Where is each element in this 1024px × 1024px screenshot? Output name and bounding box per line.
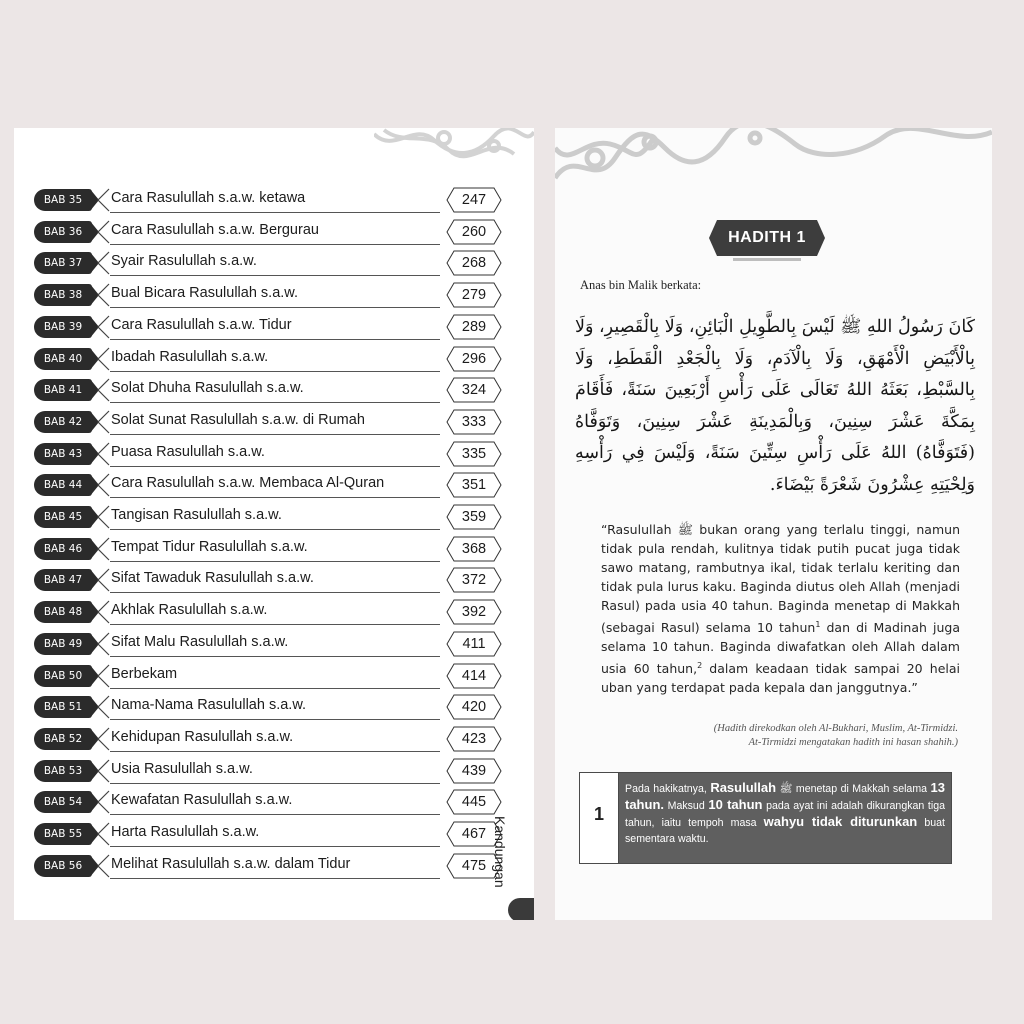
page-number-box[interactable] — [446, 409, 502, 435]
chevron-left-icon — [96, 854, 110, 878]
chapter-title[interactable]: Tempat Tidur Rasulullah s.a.w. — [111, 538, 308, 555]
chevron-left-icon — [96, 188, 110, 212]
chapter-badge: BAB 38 — [34, 284, 92, 306]
page-number: 268 — [461, 255, 487, 272]
divider — [110, 529, 440, 530]
thumb-tab — [508, 898, 534, 920]
toc-entry[interactable] — [34, 724, 514, 754]
chapter-title[interactable]: Kehidupan Rasulullah s.a.w. — [111, 728, 294, 745]
footnote-span: buat sementara waktu. — [625, 817, 946, 845]
chapter-title[interactable]: Tangisan Rasulullah s.a.w. — [111, 507, 282, 523]
chevron-left-icon — [96, 220, 110, 244]
page-number: 475 — [461, 857, 487, 874]
chevron-left-icon — [96, 727, 110, 751]
chevron-left-icon — [96, 283, 110, 307]
chapter-badge: BAB 39 — [34, 316, 92, 338]
page-number: 247 — [461, 192, 487, 208]
page-number-box[interactable] — [446, 250, 502, 276]
hadith-page — [555, 128, 992, 920]
page-number-box[interactable] — [446, 536, 502, 562]
toc-entry[interactable] — [34, 597, 514, 627]
page-number-box[interactable] — [446, 789, 502, 815]
footnote-bold: Rasulullah — [710, 780, 777, 795]
toc-entry[interactable] — [34, 248, 514, 278]
page-number: 260 — [461, 223, 487, 240]
chapter-badge: BAB 36 — [34, 221, 92, 243]
footnote-bold: 10 tahun — [708, 797, 763, 812]
page-number-box[interactable] — [446, 694, 502, 720]
chapter-title[interactable]: Puasa Rasulullah s.a.w. — [111, 443, 265, 460]
source-line: (Hadith direkodkan oleh Al-Bukhari, Muslim, At-Tirmidzi. — [713, 723, 958, 734]
translation-text: dan di Madinah juga selama 10 tahun. Baginda diwafatkan oleh Allah dalam usia 60 tahun, — [601, 620, 960, 677]
toc-entry[interactable] — [34, 470, 514, 500]
footnote-bold: 13 tahun. — [625, 780, 946, 812]
chevron-left-icon — [96, 378, 110, 402]
chapter-title[interactable]: Melihat Rasulullah s.a.w. dalam Tidur — [111, 855, 351, 872]
chapter-title[interactable]: Cara Rasulullah s.a.w. ketawa — [111, 190, 306, 206]
chapter-badge: BAB 47 — [34, 569, 92, 591]
divider — [110, 371, 440, 372]
page-number: 335 — [461, 445, 487, 462]
chevron-left-icon — [96, 537, 110, 561]
divider — [110, 751, 440, 752]
toc-entry[interactable] — [34, 787, 514, 817]
toc-entry[interactable] — [34, 819, 514, 849]
toc-entry[interactable] — [34, 375, 514, 405]
chapter-title[interactable]: Ibadah Rasulullah s.a.w. — [111, 348, 269, 365]
page-number: 411 — [462, 635, 486, 652]
source-line: At-Tirmidzi mengatakan hadith ini hasan shahih.) — [748, 737, 958, 748]
chapter-title[interactable]: Solat Sunat Rasulullah s.a.w. di Rumah — [111, 411, 365, 428]
chapter-badge: BAB 46 — [34, 538, 92, 560]
chapter-title[interactable]: Kewafatan Rasulullah s.a.w. — [111, 792, 293, 809]
chapter-badge: BAB 41 — [34, 379, 92, 401]
footnote-span: Pada hakikatnya, — [625, 783, 711, 795]
divider — [110, 561, 440, 562]
chevron-left-icon — [96, 600, 110, 624]
page-number-box[interactable] — [446, 377, 502, 403]
hadith-banner — [705, 214, 829, 262]
chevron-left-icon — [96, 759, 110, 783]
footnote-span: pada ayat ini adalah dikurangkan tiga tahun, iaitu tempoh masa — [625, 800, 945, 829]
page-number: 423 — [461, 730, 487, 747]
divider — [110, 719, 440, 720]
chapter-badge: BAB 35 — [34, 189, 92, 211]
page-number: 351 — [461, 477, 487, 494]
divider — [110, 275, 440, 276]
chapter-title[interactable]: Sifat Malu Rasulullah s.a.w. — [111, 633, 289, 650]
page-number-box[interactable] — [446, 314, 502, 340]
page-number: 372 — [461, 572, 487, 589]
toc-page — [14, 128, 534, 920]
hadith-source — [601, 722, 958, 750]
divider — [110, 814, 440, 815]
translation-text: dalam keadaan tidak sampai 20 helai uban yang terdapat pada kepala dan janggutnya.” — [601, 661, 960, 696]
page-number-box[interactable] — [446, 726, 502, 752]
chapter-badge: BAB 53 — [34, 760, 92, 782]
toc-entry[interactable] — [34, 439, 514, 469]
toc-entry[interactable] — [34, 629, 514, 659]
divider — [110, 497, 440, 498]
chapter-title[interactable]: Cara Rasulullah s.a.w. Bergurau — [111, 221, 319, 238]
chapter-badge: BAB 56 — [34, 855, 92, 877]
chapter-title[interactable]: Harta Rasulullah s.a.w. — [111, 824, 260, 840]
toc-entry[interactable] — [34, 756, 514, 786]
page-number-box[interactable] — [446, 504, 502, 530]
chapter-badge: BAB 43 — [34, 443, 92, 465]
footnote-span: Maksud — [664, 800, 709, 812]
chevron-left-icon — [96, 315, 110, 339]
chapter-badge: BAB 54 — [34, 791, 92, 813]
toc-entry[interactable] — [34, 565, 514, 595]
chapter-title[interactable]: Syair Rasulullah s.a.w. — [111, 253, 257, 270]
section-side-label: Kandungan — [492, 816, 508, 888]
toc-entry[interactable] — [34, 502, 514, 532]
chapter-badge: BAB 51 — [34, 696, 92, 718]
hadith-narrator: Anas bin Malik berkata: — [580, 278, 702, 292]
chapter-badge: BAB 40 — [34, 348, 92, 370]
page-number: 368 — [461, 540, 487, 557]
divider — [110, 592, 440, 593]
chevron-left-icon — [96, 568, 110, 592]
divider — [110, 878, 440, 879]
divider — [110, 212, 440, 213]
chevron-left-icon — [96, 410, 110, 434]
chapter-badge: BAB 49 — [34, 633, 92, 655]
toc-entry[interactable] — [34, 692, 514, 722]
divider — [110, 656, 440, 657]
chevron-left-icon — [96, 473, 110, 497]
toc-entry[interactable] — [34, 851, 514, 881]
chapter-badge: BAB 48 — [34, 601, 92, 623]
page-number: 359 — [461, 509, 487, 525]
chapter-title[interactable]: Bual Bicara Rasulullah s.a.w. — [111, 285, 298, 302]
page-number: 324 — [461, 382, 487, 399]
chevron-left-icon — [96, 442, 110, 466]
footnote-box — [579, 772, 952, 864]
toc-entry[interactable] — [34, 344, 514, 374]
chevron-left-icon — [96, 822, 110, 846]
footnote-bold: wahyu tidak diturunkan — [763, 814, 918, 829]
chapter-title[interactable]: Sifat Tawaduk Rasulullah s.a.w. — [111, 570, 314, 587]
page-number: 445 — [461, 794, 487, 811]
chapter-title[interactable]: Berbekam — [111, 665, 178, 682]
divider — [110, 402, 440, 403]
chapter-badge: BAB 44 — [34, 474, 92, 496]
toc-entry[interactable] — [34, 280, 514, 310]
page-number-box[interactable] — [446, 472, 502, 498]
hadith-title: HADITH 1 — [728, 229, 806, 246]
divider — [110, 244, 440, 245]
page-number: 279 — [461, 287, 487, 304]
page-number: 296 — [461, 350, 487, 367]
divider — [110, 307, 440, 308]
arabic-text: كَانَ رَسُولُ اللهِ ﷺ لَيْسَ بِالطَّوِيلِ الْبَائِنِ، وَلَا بِالْقَصِيرِ، وَلَا بِالْأَبْيَضِ الْأَمْهَقِ، وَلَا بِالْآدَمِ، وَلَا بِالْجَعْدِ الْقَطَطِ، وَلَا بِالسَّبْطِ، بَعَثَهُ اللهُ تَعَالَى عَلَى رَأْسِ أَرْبَعِينَ سَنَةً، فَأَقَامَ بِمَكَّةَ عَشْرَ سِنِينَ، وَبِالْمَدِينَةِ عَشْرَ سِنِينَ، وَتَوَفَّاهُ (فَتَوَفَّاهُ) اللهُ عَلَى رَأْسِ سِتِّينَ سَنَةً، وَلَيْسَ فِي رَأْسِهِ وَلِحْيَتِهِ عِشْرُونَ شَعْرَةً بَيْضَاءَ. — [575, 317, 975, 495]
chapter-title[interactable]: Usia Rasulullah s.a.w. — [111, 760, 253, 777]
divider — [110, 624, 440, 625]
toc-entry[interactable] — [34, 534, 514, 564]
page-number-box[interactable] — [446, 567, 502, 593]
page-number: 467 — [461, 826, 487, 842]
chapter-title[interactable]: Cara Rasulullah s.a.w. Tidur — [111, 316, 292, 333]
toc-entry[interactable] — [34, 312, 514, 342]
page-number-box[interactable] — [446, 187, 502, 213]
chapter-badge: BAB 42 — [34, 411, 92, 433]
toc-entry[interactable] — [34, 217, 514, 247]
footnote-ref[interactable]: 2 — [697, 661, 703, 671]
footnote-number-cell — [580, 773, 619, 863]
floral-ornament-icon — [374, 128, 534, 162]
page-number-box[interactable] — [446, 219, 502, 245]
page-number: 333 — [461, 413, 487, 430]
divider — [110, 466, 440, 467]
chapter-badge: BAB 45 — [34, 506, 92, 528]
chapter-title[interactable]: Cara Rasulullah s.a.w. Membaca Al-Quran — [111, 475, 385, 492]
chapter-badge: BAB 37 — [34, 252, 92, 274]
chapter-badge: BAB 50 — [34, 665, 92, 687]
chevron-left-icon — [96, 251, 110, 275]
chevron-left-icon — [96, 664, 110, 688]
page-number: 414 — [461, 667, 487, 684]
page-number-box[interactable] — [446, 663, 502, 689]
chapter-badge: BAB 52 — [34, 728, 92, 750]
footnote-number: 1 — [593, 804, 604, 824]
translation-text: “Rasulullah ﷺ bukan orang yang terlalu tinggi, namun tidak pula rendah, kulitnya tidak putih pucat juga tidak sawo matang, rambutnya ikal, tidak terlalu keriting dan tidak pula lurus kaku. Baginda diutus oleh Allah (menjadi Rasul) pada usia 40 tahun. Baginda menetap di Makkah (sebagai Rasul) selama 10 tahun — [601, 522, 960, 636]
floral-ornament-icon — [555, 128, 992, 188]
page-number: 420 — [461, 699, 487, 716]
footnote-span: ﷺ menetap di Makkah selama — [776, 783, 931, 795]
page-number: 439 — [461, 762, 487, 779]
divider — [110, 846, 440, 847]
divider — [110, 434, 440, 435]
page-number: 289 — [461, 318, 487, 335]
chapter-badge: BAB 55 — [34, 823, 92, 845]
footnote-text — [625, 780, 945, 847]
chevron-left-icon — [96, 347, 110, 371]
page-number: 392 — [461, 604, 487, 621]
divider — [110, 339, 440, 340]
page-number-box[interactable] — [446, 758, 502, 784]
toc-entry[interactable] — [34, 661, 514, 691]
toc-entry[interactable] — [34, 185, 514, 215]
page-number-box[interactable] — [446, 282, 502, 308]
chapter-title[interactable]: Akhlak Rasulullah s.a.w. — [111, 602, 268, 619]
chevron-left-icon — [96, 790, 110, 814]
chapter-title[interactable]: Solat Dhuha Rasulullah s.a.w. — [111, 380, 304, 397]
hadith-translation — [601, 520, 960, 697]
page-number-box[interactable] — [446, 441, 502, 467]
divider — [110, 783, 440, 784]
chevron-left-icon — [96, 632, 110, 656]
page-number-box[interactable] — [446, 599, 502, 625]
page-number-box[interactable] — [446, 346, 502, 372]
toc-entry[interactable] — [34, 407, 514, 437]
chevron-left-icon — [96, 505, 110, 529]
divider — [110, 688, 440, 689]
chevron-left-icon — [96, 695, 110, 719]
chapter-title[interactable]: Nama-Nama Rasulullah s.a.w. — [111, 697, 307, 714]
footnote-ref[interactable]: 1 — [815, 620, 821, 629]
page-number-box[interactable] — [446, 631, 502, 657]
